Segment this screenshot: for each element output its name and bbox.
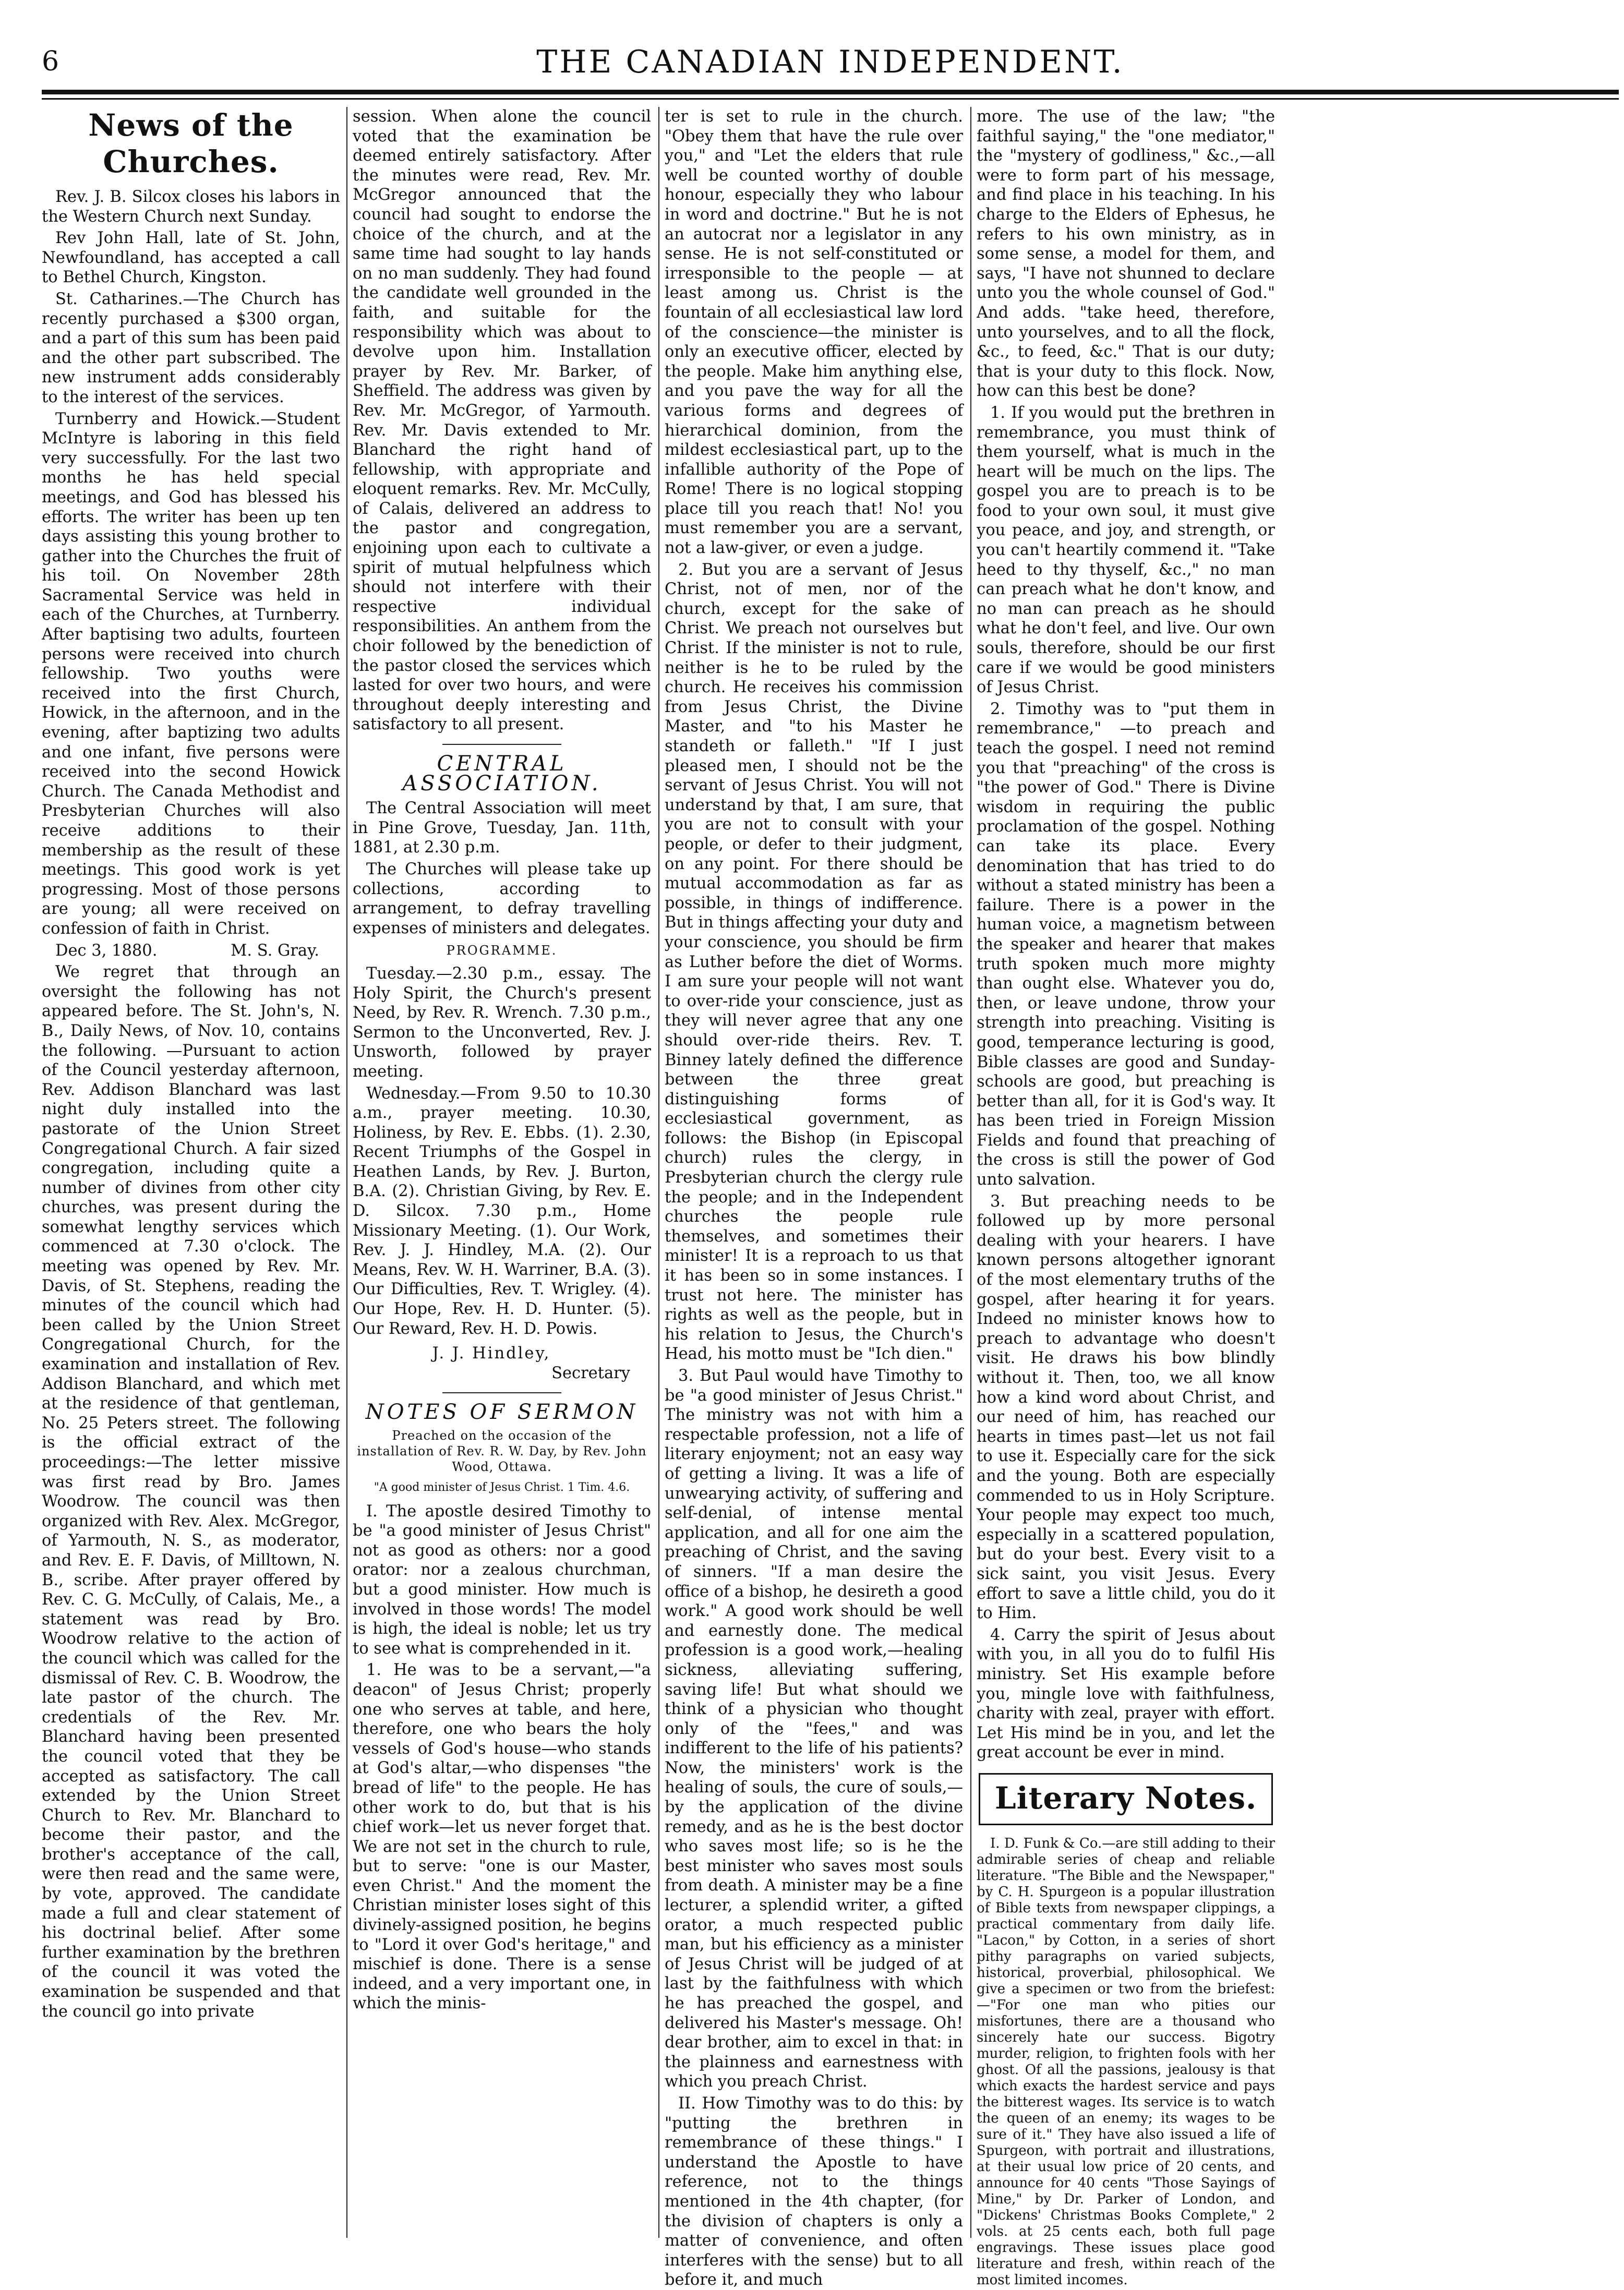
secretary-signature (353, 1344, 651, 1383)
sermon-remembrance-1: 1. If you would put the brethren in remembrance, you must think of them yourself, what is much in the heart will be much on the lips. The gospel you are to preach is to be food to your own soul, it must give you peace, and joy, and strength, or you can't heartily commend it. "Take heed to thy thyself, &c.," no man can preach what he don't know, and no man can preach as he should what he don't feel, and live. Our own souls, therefore, should be our first care if we would be good ministers of Jesus Christ. (977, 403, 1275, 697)
sermon-section-ii: II. How Timothy was to do this: by "putting the brethren in remembrance of these things." I understand the Apostle to have reference, not to the things mentioned in the 4th chapter, (for the division of chapters is only a matter of convenience, and often interferes with the sense) but to all before it, and much (665, 2094, 963, 2289)
newspaper-title: THE CANADIAN INDEPENDENT. (536, 44, 1124, 80)
news-item-turnberry: Turnberry and Howick.—Student McIntyre is laboring in this field very successfully. For the last two months he has held special meetings, and God has blessed his efforts. The writer has been up ten days assisting this young brother to gather into the Churches the fruit of his toil. On November 28th Sacramental Service was held in each of the Churches, at Turnberry. After baptising two adults, fourteen persons were received into church fellowship. Two youths were received into the first Church, Howick, in the afternoon, and in the evening, after baptizing two adults and one infant, five persons were received into the second Howick Church. The Canada Methodist and Presbyterian Churches will also receive additions to their membership as the result of these meetings. This good work is yet progressing. Most of those persons are young; all were received on confession of faith in Christ. (42, 409, 340, 938)
programme-heading: PROGRAMME. (446, 943, 558, 958)
news-item-blanchard: We regret that through an oversight the following has not appeared before. The St. John's, N. B., Daily News, of Nov. 10, contains the following. —Pursuant to action of the Council yesterday afternoon, Rev. Addison Blanchard was last night duly installed into the pastorate of the Union Street Congregational Church. A fair sized congregation, including quite a number of divines from other city churches, was present during the somewhat lengthy services which commenced at 7.30 o'clock. The meeting was opened by Rev. Mr. Davis, of St. Stephens, reading the minutes of the council which had been called by the Union Street Congregational Church, for the examination and installation of Rev. Addison Blanchard, and which met at the residence of that gentleman, No. 25 Peters street. The following is the official extract of the proceedings:—The letter missive was first read by Bro. James Woodrow. The council was then organized with Rev. Alex. McGregor, of Yarmouth, N. S., as moderator, and Rev. E. F. Davis, of Milltown, N. B., scribe. After prayer offered by Rev. C. G. McCully, of Calais, Me., a statement was read by Bro. Woodrow relative to the action of the council which was called for the dismissal of Rev. C. B. Woodrow, the late pastor of the church. The credentials of the Rev. Mr. Blanchard having been presented the council voted that they be accepted as satisfactory. The call extended by the Union Street Church to Rev. Mr. Blanchard to become their pastor, and the brother's acceptance of the call, were then read and the same were, by vote, approved. The candidate made a full and clear statement of his doctrinal belief. After some further examination by the brethren of the council it was voted the examination be suspended and that the council go into private (42, 963, 340, 2021)
column-2 (353, 107, 651, 2238)
column-divider (658, 107, 659, 2238)
literary-notes-heading: Literary Notes. (994, 1780, 1257, 1816)
column-3 (665, 107, 963, 2289)
news-item-hall: Rev John Hall, late of St. John, Newfoundland, has accepted a call to Bethel Church, Kingston. (42, 229, 340, 287)
secretary-name: J. J. Hindley, (432, 1344, 551, 1363)
column-divider (346, 107, 347, 2238)
notes-of-sermon-heading: NOTES OF SERMON (365, 1400, 639, 1425)
sermon-point-3: 3. But Paul would have Timothy to be "a good minister of Jesus Christ." The ministry was not with him a respectable profession, not a life of literary enjoyment; not an easy way of getting a living. It was a life of unwearying activity, of suffering and self-denial, of intense mental application, and all for one aim the preaching of Christ, and the saving of sinners. "If a man desire the office of a bishop, he desireth a good work." A good work should be well and earnestly done. The medical profession is a good work,—healing sickness, alleviating suffering, saving life! But what should we think of a physician who thought only of the "fees," and was indifferent to the life of his patients? Now, the ministers' work is the healing of souls, the cure of souls,—by the application of the divine remedy, and as he is the best doctor who saves most life; so is he the best minister who saves most souls from death. A minister may be a fine lecturer, a splendid writer, a gifted orator, a much respected public man, but his efficiency as a minister of Jesus Christ will be judged of at last by the faithfulness with which he has preached the gospel, and delivered his Master's message. Oh! dear brother, aim to excel in that: in the plainness and earnestness with which you preach Christ. (665, 1367, 963, 2091)
programme-tuesday: Tuesday.—2.30 p.m., essay. The Holy Spirit, the Church's present Need, by Rev. R. Wrench. 7.30 p.m., Sermon to the Unconverted, Rev. J. Unsworth, followed by prayer meeting. (353, 964, 651, 1081)
central-association-meeting: The Central Association will meet in Pine Grove, Tuesday, Jan. 11th, 1881, at 2.30 p.m. (353, 799, 651, 857)
literary-notes-box (979, 1773, 1273, 1825)
sermon-occasion: Preached on the occasion of the installation of Rev. R. W. Day, by Rev. John Wood, Ottawa. (357, 1428, 647, 1474)
column-4 (977, 107, 1275, 2288)
header-rule-thick (42, 90, 1619, 94)
central-association-collections: The Churches will please take up collections, according to arrangement, to defray travelling expenses of ministers and delegates. (353, 860, 651, 937)
sermon-point-1: I. The apostle desired Timothy to be "a good minister of Jesus Christ" not as good as others: nor a good orator: nor a zealous churchman, but a good minister. How much is involved in those words! The model is high, the ideal is noble; let us try to see what is comprehended in it. (353, 1502, 651, 1658)
secretary-title: Secretary (551, 1364, 630, 1382)
column-divider (970, 107, 971, 2238)
news-item-st-catharines: St. Catharines.—The Church has recently purchased a $300 organ, and a part of this sum has been paid and the other part subscribed. The new instrument adds considerably to the interest of the services. (42, 290, 340, 406)
literary-notes-text: I. D. Funk & Co.—are still adding to their admirable series of cheap and reliable literature. "The Bible and the Newspaper," by C. H. Spurgeon is a popular illustration of Bible texts from newspaper clippings, a practical commentary from daily life. "Lacon," by Cotton, in a series of short pithy paragraphs on varied subjects, historical, proverbial, philosophical. We give a specimen or two from the briefest:—"For one man who pities our misfortunes, there are a thousand who sincerely hate our success. Bigotry murder, religion, to frighten fools with her ghost. Of all the passions, jealousy is that which exacts the hardest service and pays the bitterest wages. Its service is to watch the queen of an enemy; its wages to be sure of it." They have also issued a life of Spurgeon, with portrait and illustrations, at their usual low price of 20 cents, and announce for 40 cents "Those Sayings of Mine," by Dr. Parker of London, and "Dickens' Christmas Books Complete," 2 vols. at 25 cents each, both full page engravings. These issues place good literature and fresh, within reach of the most limited incomes. (977, 1835, 1275, 2288)
page-header (42, 41, 1619, 88)
sermon-remembrance-3: 3. But preaching needs to be followed up by more personal dealing with your hearers. I have known persons altogether ignorant of the most elementary truths of the gospel, after hearing it for years. Indeed no minister knows how to preach to advantage who doesn't visit. He draws his bow blindly without it. Then, too, we all know how a kind word about Christ, and our need of him, has reached our hearts in times past—let us not fail to use it. Especially care for the sick and the young. Both are especially commended to us in Holy Scripture. Your people may expect too much, especially in a scattered population, but do your best. Every visit to a sick saint, you visit Jesus. Every effort to save a little child, you do it to Him. (977, 1192, 1275, 1623)
signature-line (42, 941, 340, 961)
programme-wednesday: Wednesday.—From 9.50 to 10.30 a.m., prayer meeting. 10.30, Holiness, by Rev. E. Ebbs. (1). 2.30, Recent Triumphs of the Gospel in Heathen Lands, by Rev. J. Burton, B.A. (2). Christian Giving, by Rev. E. D. Silcox. 7.30 p.m., Home Missionary Meeting. (1). Our Work, Rev. J. J. Hindley, M.A. (2). Our Means, Rev. W. H. Warriner, B.A. (3). Our Difficulties, Rev. T. Wrigley. (4). Our Hope, Rev. H. D. Hunter. (5). Our Reward, Rev. H. D. Powis. (353, 1084, 651, 1338)
signature-date: Dec 3, 1880. (55, 941, 158, 960)
blanchard-continued: session. When alone the council voted that the examination be deemed entirely satisfactory. After the minutes were read, Rev. Mr. McGregor announced that the council had sought to endorse the choice of the church, and at the same time had sought to lay hands on no man suddenly. They had found the candidate well grounded in the faith, and suitable for the responsibility which was about to devolve upon him. Installation prayer by Rev. Mr. Barker, of Sheffield. The address was given by Rev. Mr. McGregor, of Yarmouth. Rev. Mr. Davis extended to Mr. Blanchard the right hand of fellowship, with appropriate and eloquent remarks. Rev. Mr. McCully, of Calais, delivered an address to the pastor and congregation, enjoining upon each to cultivate a spirit of mutual helpfulness which should not interfere with their respective individual responsibilities. An anthem from the choir followed by the benediction of the pastor closed the services which lasted for over two hours, and were throughout deeply interesting and satisfactory to all present. (353, 107, 651, 734)
sermon-remembrance-4: 4. Carry the spirit of Jesus about with you, in all you do to fulfil His ministry. Set His example before you, mingle love with faithfulness, charity with zeal, prayer with effort. Let His mind be in you, and let the great account be ever in mind. (977, 1625, 1275, 1762)
sermon-continued-2: more. The use of the law; "the faithful saying," the "one mediator," the "mystery of godliness," &c.,—all were to form part of his message, and find place in his teaching. In his charge to the Elders of Ephesus, he refers to his own ministry, as in some sense, a model for them, and says, "I have not shunned to declare unto you the whole counsel of God." And adds. "take heed, therefore, unto yourselves, and to all the flock, &c., to feed, &c." That is our duty; that is your duty to this flock. Now, how can this best be done? (977, 107, 1275, 401)
sermon-point-2: 2. But you are a servant of Jesus Christ, not of men, nor of the church, except for the sake of Christ. We preach not ourselves but Christ. If the minister is not to rule, neither is he to be ruled by the church. He receives his commission from Jesus Christ, the Divine Master, and "to his Master he standeth or falleth." "If I just pleased men, I should not be the servant of Jesus Christ. You will not understand by that, I am sure, that you are not to consult with your people, or defer to their judgment, on any point. For there should be mutual accommodation as far as possible, in things of indifference. But in things affecting your duty and your conscience, you should be firm as Luther before the diet of Worms. I am sure your people will not want to over-ride your conscience, just as they will never agree that any one should over-ride theirs. Rev. T. Binney lately defined the difference between the three great distinguishing forms of ecclesiastical government, as follows: the Bishop (in Episcopal church) rules the clergy, in Presbyterian church the clergy rule the people; and in the Independent churches the people rule themselves, and sometimes their minister! It is a reproach to us that it has been so in some instances. I trust not here. The minister has rights as well as the people, but in his relation to Jesus, the Church's Head, his motto must be "Ich dien." (665, 560, 963, 1364)
page-number: 6 (42, 46, 59, 77)
news-of-the-churches-heading: News of the Churches. (88, 107, 294, 179)
news-item-silcox: Rev. J. B. Silcox closes his labors in the Western Church next Sunday. (42, 188, 340, 226)
sermon-text-reference: "A good minister of Jesus Christ. 1 Tim. 4.6. (374, 1481, 630, 1494)
header-rule-thin (42, 98, 1619, 100)
signature-name: M. S. Gray. (231, 941, 319, 960)
central-association-heading: CENTRAL ASSOCIATION. (402, 752, 602, 796)
sermon-point-1-servant: 1. He was to be a servant,—"a deacon" of Jesus Christ; properly one who serves at table, and here, therefore, one who bears the holy vessels of God's house—who stands at God's altar,—who dispenses "the bread of life" to the people. He has other work to do, but that is his chief work—let us never forget that. We are not set in the church to rule, but to serve: "one is our Master, even Christ." And the moment the Christian minister loses sight of this divinely-assigned position, he begins to "Lord it over God's heritage," and mischief is done. There is a sense indeed, and a very important one, in which the minis- (353, 1661, 651, 2013)
section-divider (442, 1392, 562, 1393)
sermon-remembrance-2: 2. Timothy was to "put them in remembrance," —to preach and teach the gospel. I need not remind you that "preaching" of the cross is "the power of God." There is Divine wisdom in requiring the public proclamation of the gospel. Nothing can take its place. Every denomination that has tried to do without a stated ministry has been a failure. There is a power in the human voice, a magnetism between the speaker and hearer that makes truth spoken much more mighty than ought else. Whatever you do, then, or leave undone, throw your strength into preaching. Visiting is good, temperance lecturing is good, Bible classes are good and Sunday-schools are good, but preaching is better than all, for it is God's way. It has been tried in Foreign Mission Fields and found that preaching of the cross is still the power of God unto salvation. (977, 700, 1275, 1189)
column-1 (42, 107, 340, 2238)
sermon-continued: ter is set to rule in the church. "Obey them that have the rule over you," and "Let the elders that rule well be counted worthy of double honour, especially they who labour in word and doctrine." But he is not an autocrat nor a legislator in any sense. He is not self-constituted or irresponsible to the people — at least among us. Christ is the fountain of all ecclesiastical law lord of the conscience—the minister is only an executive officer, elected by the people. Make him anything else, and you pave the way for all the various forms and degrees of hierarchical dominion, from the mildest ecclesiastical part, up to the infallible authority of the Pope of Rome! There is no logical stopping place till you reach that! No! you must remember you are a servant, not a law-giver, or even a judge. (665, 107, 963, 558)
section-divider (442, 744, 562, 745)
